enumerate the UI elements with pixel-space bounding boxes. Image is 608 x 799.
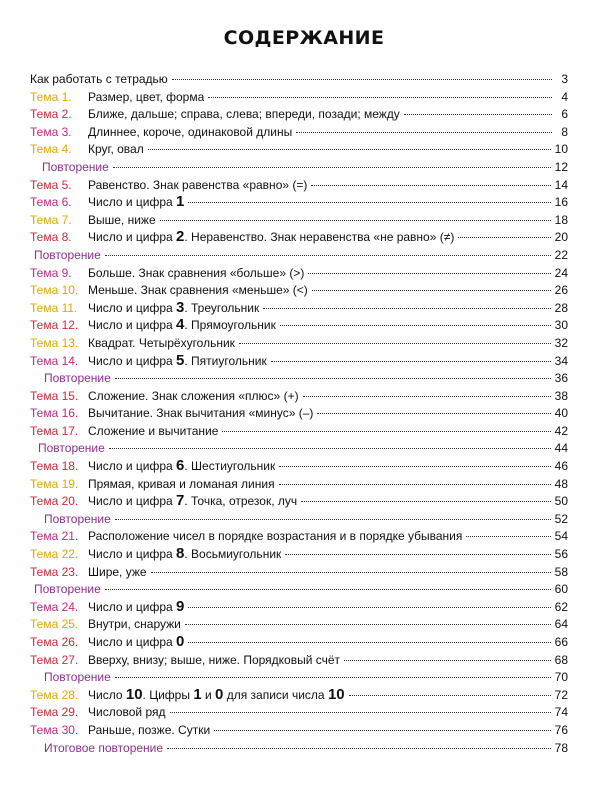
dot-leader xyxy=(458,237,550,238)
topic-number: Тема 13. xyxy=(30,335,79,350)
toc-row[interactable] xyxy=(30,652,568,670)
toc-review-row[interactable] xyxy=(30,370,568,388)
page-number: 3 xyxy=(561,72,568,86)
page-number: 44 xyxy=(554,441,568,456)
toc-row[interactable] xyxy=(30,722,568,740)
toc-row[interactable] xyxy=(30,106,568,124)
topic-number: Тема 7. xyxy=(30,212,72,227)
dot-leader xyxy=(188,642,550,643)
review-label: Повторение xyxy=(44,511,111,526)
toc-row[interactable] xyxy=(30,124,568,142)
toc-entry-text: Число и цифра 4. Прямоугольник xyxy=(88,317,276,334)
toc-entry-text: Число и цифра 0 xyxy=(88,634,185,650)
page-number: 10 xyxy=(554,142,568,157)
page-number: 56 xyxy=(554,547,568,562)
topic-number: Тема 5. xyxy=(30,177,72,192)
toc-review-row[interactable] xyxy=(30,669,568,687)
toc-entry-text: Равенство. Знак равенства «равно» (=) xyxy=(88,177,308,192)
dot-leader xyxy=(311,185,550,186)
toc-row[interactable] xyxy=(30,599,568,617)
toc-entry-text: Число и цифра 7. Точка, отрезок, луч xyxy=(88,493,298,510)
page-number: 30 xyxy=(554,318,568,333)
page-number: 40 xyxy=(554,406,568,421)
toc-entry-text: Длиннее, короче, одинаковой длины xyxy=(88,124,293,139)
topic-number: Тема 22. xyxy=(30,547,79,562)
toc-row[interactable] xyxy=(30,704,568,722)
review-label: Повторение xyxy=(34,582,101,597)
toc-row[interactable] xyxy=(30,423,568,441)
dot-leader xyxy=(239,343,551,344)
dot-leader xyxy=(271,361,551,362)
digit-highlight: 8 xyxy=(176,546,185,563)
dot-leader xyxy=(279,466,550,467)
toc-entry-text: Квадрат. Четырёхугольник xyxy=(88,335,235,350)
page-number: 42 xyxy=(554,423,568,438)
toc-review-row[interactable] xyxy=(30,440,568,458)
toc-entry-text: Раньше, позже. Сутки xyxy=(88,722,211,737)
toc-entry-text: Число и цифра 2. Неравенство. Знак неравенства «не равно» (≠) xyxy=(88,229,455,246)
page-number: 70 xyxy=(554,670,568,685)
toc-entry-text: Круг, овал xyxy=(88,142,144,157)
topic-number: Тема 16. xyxy=(30,406,79,421)
toc-entry-text: Сложение. Знак сложения «плюс» (+) xyxy=(88,388,299,403)
toc-entry-text: Число и цифра 1 xyxy=(88,194,185,211)
dot-leader xyxy=(263,308,550,309)
topic-number: Тема 20. xyxy=(30,494,79,509)
topic-number: Тема 10. xyxy=(30,283,79,298)
page-number: 36 xyxy=(554,371,568,386)
toc-review-row[interactable] xyxy=(30,159,568,177)
toc-entry-text: Выше, ниже xyxy=(88,212,156,227)
dot-leader xyxy=(170,712,551,713)
toc-review-row[interactable] xyxy=(30,511,568,529)
toc-entry-text: Число и цифра 9 xyxy=(88,598,185,615)
page-number: 12 xyxy=(554,159,568,174)
digit-highlight: 7 xyxy=(176,493,185,510)
table-of-contents xyxy=(30,71,568,757)
toc-row[interactable] xyxy=(30,564,568,582)
page-number: 78 xyxy=(554,740,568,755)
page-number: 28 xyxy=(554,300,568,315)
topic-number: Тема 25. xyxy=(30,617,79,632)
toc-row[interactable] xyxy=(30,177,568,195)
digit-highlight: 1 xyxy=(193,686,202,703)
dot-leader xyxy=(167,748,551,749)
toc-entry-text: Число и цифра 3. Треугольник xyxy=(88,299,260,316)
toc-entry-text: Вычитание. Знак вычитания «минус» (–) xyxy=(88,406,314,421)
review-label: Повторение xyxy=(42,159,109,174)
digit-highlight: 6 xyxy=(176,458,185,475)
topic-number: Тема 14. xyxy=(30,353,79,368)
topic-number: Тема 1. xyxy=(30,89,72,104)
toc-entry-text: Число и цифра 8. Восьмиугольник xyxy=(88,546,282,563)
page-number: 16 xyxy=(554,195,568,210)
page-number: 26 xyxy=(554,283,568,298)
toc-review-row[interactable] xyxy=(30,247,568,265)
toc-entry-text: Число и цифра 5. Пятиугольник xyxy=(88,352,267,369)
toc-row[interactable] xyxy=(30,634,568,652)
page-number: 64 xyxy=(554,617,568,632)
review-label: Итоговое повторение xyxy=(44,740,164,755)
page-title: СОДЕРЖАНИЕ xyxy=(223,27,385,49)
toc-row[interactable] xyxy=(30,212,568,230)
toc-entry-text: Шире, уже xyxy=(88,564,147,579)
dot-leader xyxy=(115,378,551,379)
dot-leader xyxy=(303,396,551,397)
dot-leader xyxy=(279,484,551,485)
dot-leader xyxy=(344,660,551,661)
toc-row[interactable] xyxy=(30,405,568,423)
toc-entry-text: Размер, цвет, форма xyxy=(88,89,205,104)
digit-highlight: 3 xyxy=(176,299,185,316)
toc-entry-text: Внутри, снаружи xyxy=(88,617,181,632)
toc-entry-text: Больше. Знак сравнения «больше» (>) xyxy=(88,265,305,280)
page-number: 32 xyxy=(554,335,568,350)
topic-number: Тема 17. xyxy=(30,423,79,438)
toc-entry-text: Ближе, дальше; справа, слева; впереди, позади; между xyxy=(88,107,400,122)
toc-row[interactable] xyxy=(30,687,568,705)
dot-leader xyxy=(404,114,552,115)
topic-number: Тема 21. xyxy=(30,529,79,544)
page-number: 66 xyxy=(554,635,568,649)
dot-leader xyxy=(312,290,551,291)
review-label: Повторение xyxy=(44,371,111,386)
page-number: 60 xyxy=(554,582,568,597)
dot-leader xyxy=(285,554,550,555)
review-label: Повторение xyxy=(34,247,101,262)
digit-highlight: 9 xyxy=(176,598,185,615)
dot-leader xyxy=(317,413,550,414)
digit-highlight: 5 xyxy=(176,352,185,369)
toc-row[interactable] xyxy=(30,546,568,564)
toc-entry-text: Расположение чисел в порядке возрастания и в порядке убывания xyxy=(88,529,463,544)
topic-number: Тема 30. xyxy=(30,722,79,737)
topic-number: Тема 11. xyxy=(30,300,78,315)
toc-review-row[interactable] xyxy=(30,581,568,599)
toc-row[interactable] xyxy=(30,317,568,335)
dot-leader xyxy=(280,325,551,326)
topic-number: Тема 26. xyxy=(30,635,79,649)
dot-leader xyxy=(115,677,551,678)
dot-leader xyxy=(466,536,550,537)
page-number: 14 xyxy=(554,177,568,192)
topic-number: Тема 12. xyxy=(30,318,79,333)
digit-highlight: 2 xyxy=(176,229,185,246)
page-number: 48 xyxy=(554,476,568,491)
toc-row[interactable] xyxy=(30,528,568,546)
toc-entry-text: Прямая, кривая и ломаная линия xyxy=(88,476,275,491)
topic-number: Тема 6. xyxy=(30,195,72,210)
dot-leader xyxy=(160,220,551,221)
toc-row[interactable] xyxy=(30,282,568,300)
topic-number: Тема 28. xyxy=(30,687,79,702)
topic-number: Тема 18. xyxy=(30,459,79,474)
digit-highlight: 10 xyxy=(327,686,345,703)
dot-leader xyxy=(115,519,551,520)
topic-number: Тема 23. xyxy=(30,564,79,579)
digit-highlight: 4 xyxy=(176,317,185,334)
toc-row[interactable] xyxy=(30,71,568,89)
page-number: 68 xyxy=(554,652,568,667)
toc-row[interactable] xyxy=(30,388,568,406)
page-number: 8 xyxy=(561,124,568,139)
toc-row[interactable] xyxy=(30,265,568,283)
page-number: 46 xyxy=(554,459,568,474)
toc-entry-text: Как работать с тетрадью xyxy=(30,72,168,86)
page-number: 72 xyxy=(554,687,568,702)
dot-leader xyxy=(296,132,552,133)
dot-leader xyxy=(208,97,552,98)
dot-leader xyxy=(222,431,550,432)
topic-number: Тема 3. xyxy=(30,124,72,139)
digit-highlight: 0 xyxy=(176,634,185,650)
page-number: 62 xyxy=(554,599,568,614)
page-number: 50 xyxy=(554,494,568,509)
toc-entry-text: Число 10. Цифры 1 и 0 для записи числа 10 xyxy=(88,686,345,703)
dot-leader xyxy=(188,607,550,608)
page-number: 24 xyxy=(554,265,568,280)
page-number: 54 xyxy=(554,529,568,544)
topic-number: Тема 2. xyxy=(30,107,72,122)
page-number: 20 xyxy=(554,230,568,245)
topic-number: Тема 8. xyxy=(30,230,72,245)
page-number: 34 xyxy=(554,353,568,368)
digit-highlight: 1 xyxy=(176,194,185,211)
toc-row[interactable] xyxy=(30,89,568,107)
dot-leader xyxy=(301,501,551,502)
dot-leader xyxy=(308,273,550,274)
page-number: 4 xyxy=(561,89,568,104)
toc-row[interactable] xyxy=(30,476,568,494)
review-label: Повторение xyxy=(44,670,111,685)
dot-leader xyxy=(214,730,550,731)
topic-number: Тема 27. xyxy=(30,652,79,667)
dot-leader xyxy=(185,624,551,625)
toc-row[interactable] xyxy=(30,194,568,212)
dot-leader xyxy=(151,572,551,573)
toc-row[interactable] xyxy=(30,616,568,634)
page-number: 6 xyxy=(561,107,568,122)
toc-row[interactable] xyxy=(30,335,568,353)
topic-number: Тема 29. xyxy=(30,705,79,720)
topic-number: Тема 9. xyxy=(30,265,72,280)
page-number: 74 xyxy=(554,705,568,720)
toc-row[interactable] xyxy=(30,353,568,371)
page-number: 22 xyxy=(554,247,568,262)
dot-leader xyxy=(148,149,551,150)
toc-entry-text: Сложение и вычитание xyxy=(88,423,219,438)
page-number: 18 xyxy=(554,212,568,227)
digit-highlight: 10 xyxy=(125,686,143,703)
dot-leader xyxy=(188,202,550,203)
toc-entry-text: Вверху, внизу; выше, ниже. Порядковый счёт xyxy=(88,652,341,667)
toc-row[interactable] xyxy=(30,493,568,511)
dot-leader xyxy=(113,167,551,168)
dot-leader xyxy=(349,695,551,696)
dot-leader xyxy=(105,255,551,256)
toc-entry-text: Числовой ряд xyxy=(88,705,166,720)
toc-entry-text: Число и цифра 6. Шестиугольник xyxy=(88,458,276,475)
page-number: 76 xyxy=(554,722,568,737)
topic-number: Тема 15. xyxy=(30,388,79,403)
dot-leader xyxy=(109,448,551,449)
topic-number: Тема 4. xyxy=(30,142,72,157)
toc-row[interactable] xyxy=(30,229,568,247)
toc-entry-text: Меньше. Знак сравнения «меньше» (<) xyxy=(88,283,308,298)
toc-row[interactable] xyxy=(30,141,568,159)
toc-review-row[interactable] xyxy=(30,740,568,758)
review-label: Повторение xyxy=(38,441,105,456)
topic-number: Тема 24. xyxy=(30,599,79,614)
page-number: 38 xyxy=(554,388,568,403)
page-number: 52 xyxy=(554,511,568,526)
topic-number: Тема 19. xyxy=(30,476,79,491)
dot-leader xyxy=(105,589,551,590)
toc-row[interactable] xyxy=(30,300,568,318)
toc-row[interactable] xyxy=(30,458,568,476)
digit-highlight: 0 xyxy=(215,686,224,703)
page-number: 58 xyxy=(554,564,568,579)
dot-leader xyxy=(172,79,552,80)
